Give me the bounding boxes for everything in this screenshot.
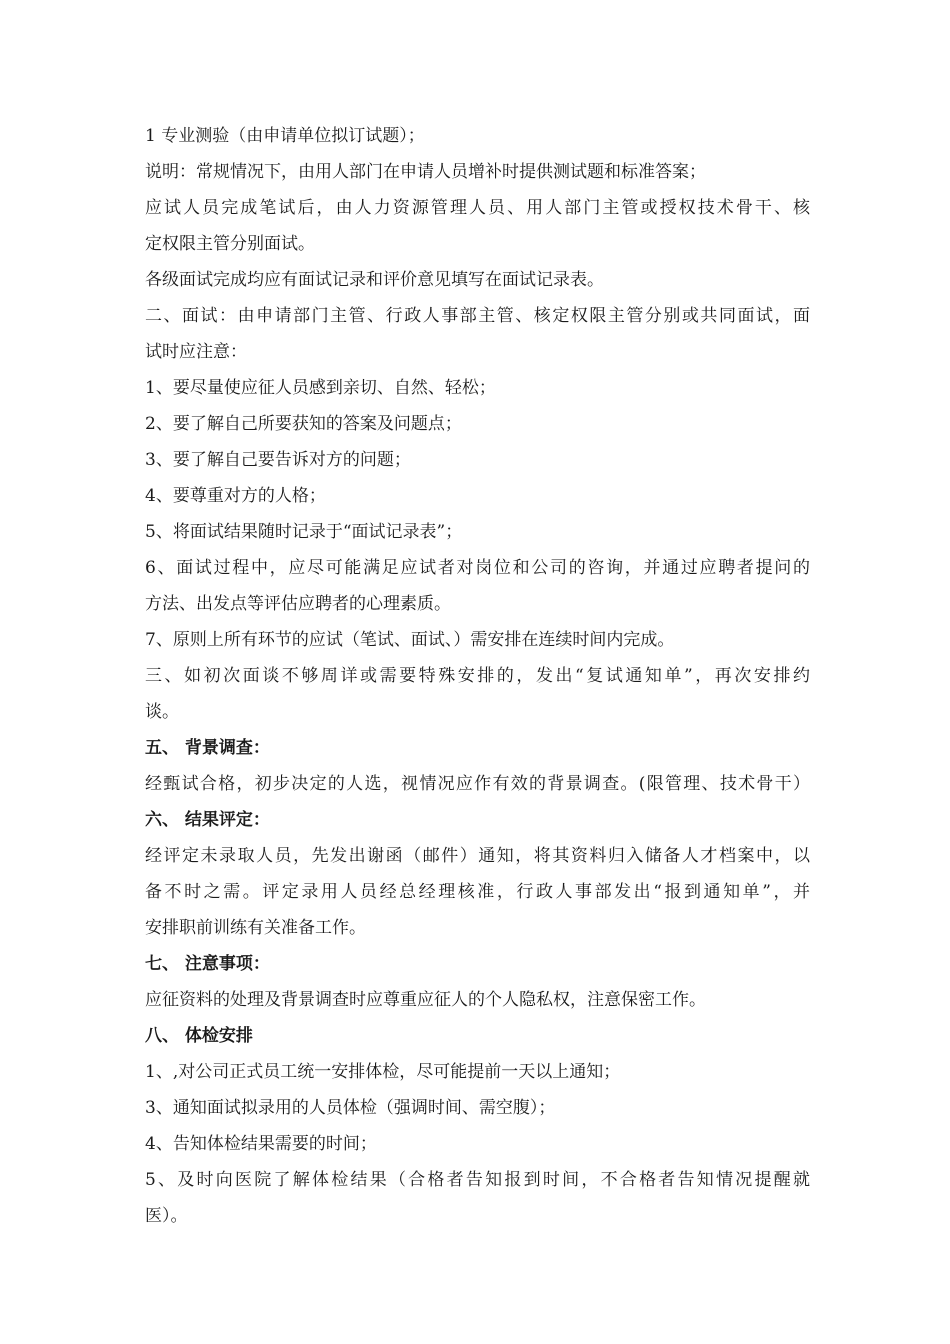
text-line: 谈。	[145, 702, 179, 722]
list-item: 3、要了解自己要告诉对方的问题；	[145, 450, 411, 470]
text-line: 经甄试合格，初步决定的人选，视情况应作有效的背景调查。(限管理、技术骨干）	[145, 774, 810, 794]
text-line: 备不时之需。评定录用人员经总经理核准，行政人事部发出“报到通知单”，并	[145, 882, 810, 902]
list-item: 7、原则上所有环节的应试（笔试、面试、）需安排在连续时间内完成。	[145, 630, 675, 650]
list-item: 5、将面试结果随时记录于“面试记录表”；	[145, 522, 463, 542]
list-item: 6、面试过程中，应尽可能满足应试者对岗位和公司的咨询，并通过应聘者提问的	[145, 558, 810, 578]
list-item: 4、要尊重对方的人格；	[145, 486, 326, 506]
list-item: 3、通知面试拟录用的人员体检（强调时间、需空腹）；	[145, 1098, 556, 1118]
list-item: 1、要尽量使应征人员感到亲切、自然、轻松；	[145, 378, 496, 398]
text-line: 1 专业测验（由申请单位拟订试题）；	[145, 126, 425, 146]
text-line: 说明：常规情况下，由用人部门在申请人员增补时提供测试题和标准答案；	[145, 162, 706, 182]
list-item: 5、及时向医院了解体检结果（合格者告知报到时间，不合格者告知情况提醒就	[145, 1170, 810, 1190]
list-item: 1、,对公司正式员工统一安排体检，尽可能提前一天以上通知；	[145, 1062, 621, 1082]
text-line: 安排职前训练有关准备工作。	[145, 918, 366, 938]
section-heading: 五、 背景调查：	[145, 738, 270, 758]
list-item: 2、要了解自己所要获知的答案及问题点；	[145, 414, 462, 434]
text-line: 各级面试完成均应有面试记录和评价意见填写在面试记录表。	[145, 270, 604, 290]
list-item: 4、告知体检结果需要的时间；	[145, 1134, 377, 1154]
section-heading: 六、 结果评定：	[145, 810, 270, 830]
text-line: 定权限主管分别面试。	[145, 234, 315, 254]
text-line: 方法、出发点等评估应聘者的心理素质。	[145, 594, 451, 614]
text-line: 医）。	[145, 1206, 188, 1226]
text-line: 三、如初次面谈不够周详或需要特殊安排的，发出“复试通知单”，再次安排约	[145, 666, 810, 686]
text-line: 应试人员完成笔试后，由人力资源管理人员、用人部门主管或授权技术骨干、核	[145, 198, 810, 218]
section-heading: 七、 注意事项：	[145, 954, 270, 974]
text-line: 经评定未录取人员，先发出谢函（邮件）通知，将其资料归入储备人才档案中，以	[145, 846, 810, 866]
text-line: 试时应注意：	[145, 342, 247, 362]
document-page	[145, 118, 810, 1234]
text-line: 应征资料的处理及背景调查时应尊重应征人的个人隐私权，注意保密工作。	[145, 990, 706, 1010]
section-heading: 八、 体检安排	[145, 1026, 253, 1046]
text-line: 二、面试：由申请部门主管、行政人事部主管、核定权限主管分别或共同面试，面	[145, 306, 810, 326]
